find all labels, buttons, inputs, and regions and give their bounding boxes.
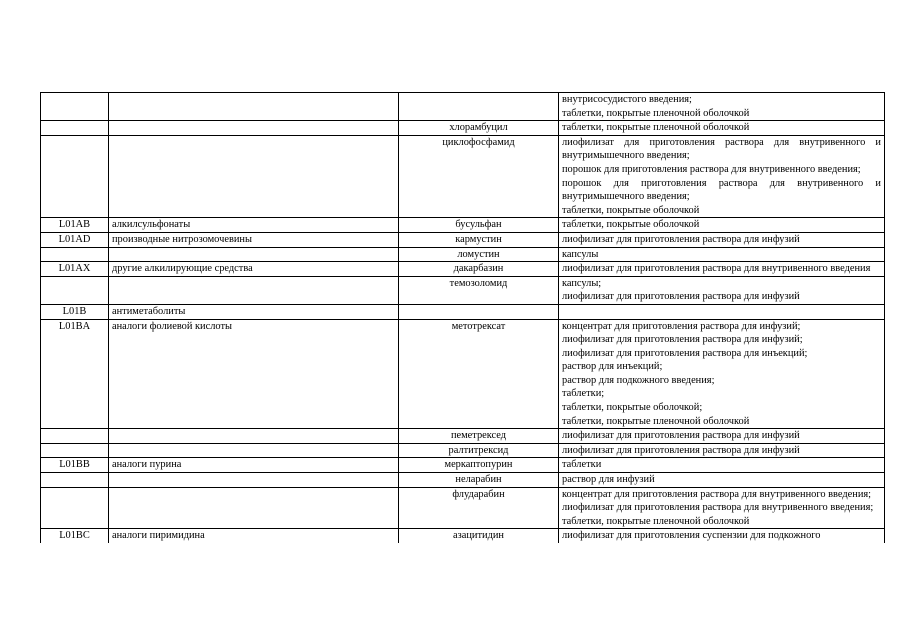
dosage-forms-cell <box>559 232 885 247</box>
group-name-cell <box>109 473 399 488</box>
table-row <box>41 218 885 233</box>
group-name-cell: алкилсульфонаты <box>109 218 399 233</box>
dosage-forms-cell <box>559 276 885 304</box>
dosage-form-line: таблетки, покрытые пленочной оболочкой <box>562 415 750 427</box>
dosage-form-line: лиофилизат для приготовления раствора для инфузий <box>562 291 800 303</box>
drug-table-body <box>41 93 885 544</box>
table-row <box>41 276 885 304</box>
drug-name-cell: дакарбазин <box>399 262 559 277</box>
drug-name-cell: кармустин <box>399 232 559 247</box>
atc-code-cell: L01BC <box>41 529 109 543</box>
dosage-form-line: внутрисосудистого введения; <box>562 94 692 105</box>
drug-name-cell: бусульфан <box>399 218 559 233</box>
table-row <box>41 135 885 218</box>
dosage-forms-cell <box>559 135 885 218</box>
dosage-form-line: таблетки, покрытые оболочкой <box>562 219 700 231</box>
group-name-cell: аналоги пиримидина <box>109 529 399 543</box>
dosage-form-line: таблетки, покрытые пленочной оболочкой <box>562 107 750 119</box>
group-name-cell: аналоги фолиевой кислоты <box>109 319 399 429</box>
group-name-cell: производные нитрозомочевины <box>109 232 399 247</box>
dosage-form-line: лиофилизат для приготовления раствора для инъекций; <box>562 347 808 359</box>
group-name-cell <box>109 429 399 444</box>
drug-name-cell: ралтитрексид <box>399 443 559 458</box>
atc-code-cell <box>41 247 109 262</box>
dosage-form-line: концентрат для приготовления раствора для инфузий; <box>562 320 801 332</box>
table-row <box>41 473 885 488</box>
dosage-forms-cell <box>559 262 885 277</box>
dosage-form-line: таблетки <box>562 459 602 471</box>
table-row <box>41 529 885 543</box>
dosage-forms-cell <box>559 93 885 121</box>
dosage-form-line: таблетки; <box>562 388 605 400</box>
table-row <box>41 487 885 529</box>
dosage-form-line: капсулы <box>562 248 599 260</box>
atc-code-cell <box>41 135 109 218</box>
drug-name-cell: ломустин <box>399 247 559 262</box>
dosage-form-line: раствор для инъекций; <box>562 361 663 373</box>
dosage-form-line: порошок для приготовления раствора для внутривенного и внутримышечного введения; <box>562 177 881 203</box>
dosage-form-line: лиофилизат для приготовления раствора для внутривенного введения; <box>562 502 874 514</box>
group-name-cell <box>109 487 399 529</box>
atc-code-cell: L01BB <box>41 458 109 473</box>
group-name-cell: аналоги пурина <box>109 458 399 473</box>
drug-name-cell: меркаптопурин <box>399 458 559 473</box>
dosage-form-line: лиофилизат для приготовления раствора для инфузий <box>562 233 800 245</box>
dosage-form-line: раствор для подкожного введения; <box>562 374 715 386</box>
atc-code-cell: L01BA <box>41 319 109 429</box>
atc-code-cell <box>41 276 109 304</box>
table-row <box>41 429 885 444</box>
drug-name-cell <box>399 93 559 121</box>
dosage-forms-cell <box>559 458 885 473</box>
table-row <box>41 232 885 247</box>
drug-name-cell: темозоломид <box>399 276 559 304</box>
atc-code-cell <box>41 93 109 121</box>
drug-name-cell: циклофосфамид <box>399 135 559 218</box>
dosage-form-line: таблетки, покрытые пленочной оболочкой <box>562 122 750 134</box>
dosage-forms-cell <box>559 304 885 319</box>
table-row <box>41 304 885 319</box>
dosage-form-line: таблетки, покрытые оболочкой <box>562 204 700 216</box>
table-row <box>41 458 885 473</box>
drug-name-cell: неларабин <box>399 473 559 488</box>
dosage-forms-cell <box>559 473 885 488</box>
dosage-form-line: порошок для приготовления раствора для внутривенного введения; <box>562 163 861 175</box>
atc-code-cell: L01AB <box>41 218 109 233</box>
dosage-forms-cell <box>559 121 885 136</box>
atc-code-cell: L01AD <box>41 232 109 247</box>
dosage-form-line: раствор для инфузий <box>562 474 655 486</box>
atc-code-cell <box>41 473 109 488</box>
dosage-form-line: концентрат для приготовления раствора для внутривенного введения; <box>562 488 872 500</box>
dosage-forms-cell <box>559 218 885 233</box>
drug-name-cell: хлорамбуцил <box>399 121 559 136</box>
table-row <box>41 262 885 277</box>
atc-code-cell <box>41 429 109 444</box>
dosage-form-line: лиофилизат для приготовления суспензии для подкожного <box>562 530 821 542</box>
dosage-forms-cell <box>559 443 885 458</box>
atc-code-cell <box>41 443 109 458</box>
table-row <box>41 247 885 262</box>
dosage-forms-cell <box>559 319 885 429</box>
atc-code-cell <box>41 487 109 529</box>
group-name-cell <box>109 247 399 262</box>
group-name-cell: антиметаболиты <box>109 304 399 319</box>
drug-name-cell: метотрексат <box>399 319 559 429</box>
dosage-forms-cell <box>559 529 885 543</box>
dosage-forms-cell <box>559 487 885 529</box>
dosage-form-line: лиофилизат для приготовления раствора для инфузий <box>562 430 800 442</box>
dosage-forms-cell <box>559 247 885 262</box>
dosage-form-line: лиофилизат для приготовления раствора для инфузий; <box>562 334 803 346</box>
table-row <box>41 121 885 136</box>
drug-name-cell <box>399 304 559 319</box>
drug-name-cell: азацитидин <box>399 529 559 543</box>
drug-table <box>40 92 885 543</box>
group-name-cell <box>109 135 399 218</box>
dosage-form-line: таблетки, покрытые оболочкой; <box>562 402 703 414</box>
group-name-cell <box>109 276 399 304</box>
drug-name-cell: пеметрексед <box>399 429 559 444</box>
dosage-forms-cell <box>559 429 885 444</box>
group-name-cell <box>109 93 399 121</box>
dosage-form-line: капсулы; <box>562 277 602 289</box>
dosage-form-line: лиофилизат для приготовления раствора для внутривенного введения <box>562 263 871 275</box>
dosage-form-line: таблетки, покрытые пленочной оболочкой <box>562 515 750 527</box>
table-row <box>41 93 885 121</box>
atc-code-cell <box>41 121 109 136</box>
group-name-cell <box>109 443 399 458</box>
dosage-form-line: лиофилизат для приготовления раствора для инфузий <box>562 444 800 456</box>
drug-name-cell: флударабин <box>399 487 559 529</box>
dosage-form-line: лиофилизат для приготовления раствора для внутривенного и внутримышечного введения; <box>562 136 881 162</box>
table-row <box>41 319 885 429</box>
atc-code-cell: L01AX <box>41 262 109 277</box>
atc-code-cell: L01B <box>41 304 109 319</box>
group-name-cell: другие алкилирующие средства <box>109 262 399 277</box>
group-name-cell <box>109 121 399 136</box>
table-row <box>41 443 885 458</box>
